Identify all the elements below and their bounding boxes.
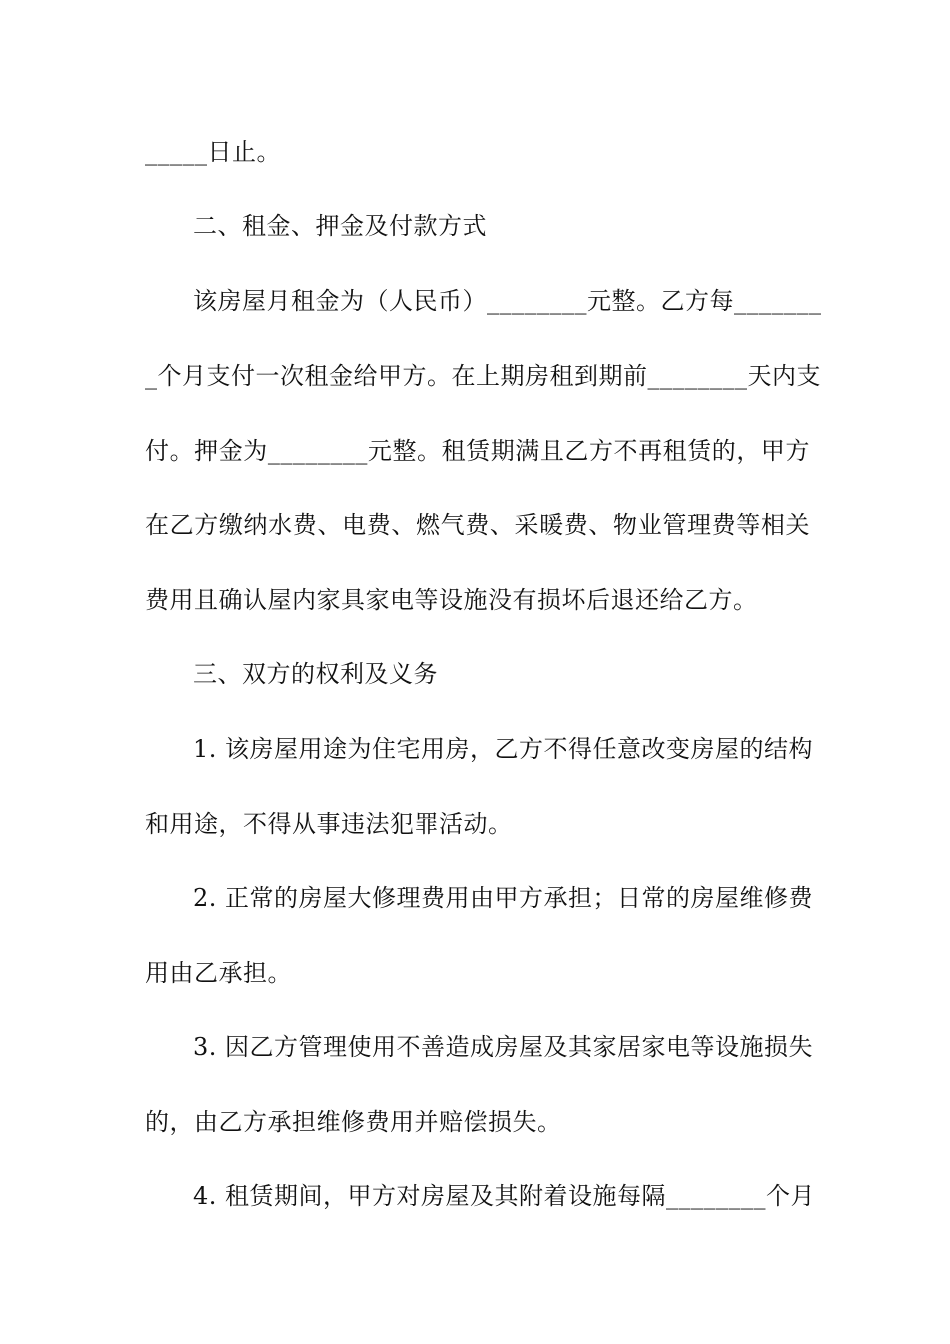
clause-2-line-2: 用由乙承担。 <box>145 959 292 987</box>
section-heading-rights-obligations: 三、双方的权利及义务 <box>193 660 438 688</box>
paragraph-rent-line-3: 付。押金为________元整。租赁期满且乙方不再租赁的，甲方 <box>145 437 810 465</box>
paragraph-rent-line-2: _个月支付一次租金给甲方。在上期房租到期前________天内支 <box>145 362 821 390</box>
clause-4-line-1: 4. 租赁期间，甲方对房屋及其附着设施每隔________个月 <box>193 1182 816 1210</box>
paragraph-rent-line-4: 在乙方缴纳水费、电费、燃气费、采暖费、物业管理费等相关 <box>145 511 810 539</box>
clause-3-line-1: 3. 因乙方管理使用不善造成房屋及其家居家电等设施损失 <box>193 1033 814 1061</box>
clause-2-line-1: 2. 正常的房屋大修理费用由甲方承担；日常的房屋维修费 <box>193 884 814 912</box>
section-heading-rent-deposit: 二、租金、押金及付款方式 <box>193 212 487 240</box>
paragraph-rent-line-5: 费用且确认屋内家具家电等设施没有损坏后退还给乙方。 <box>145 586 758 614</box>
clause-3-line-2: 的，由乙方承担维修费用并赔偿损失。 <box>145 1108 562 1136</box>
clause-1-line-2: 和用途，不得从事违法犯罪活动。 <box>145 810 513 838</box>
clause-1-line-1: 1. 该房屋用途为住宅用房，乙方不得任意改变房屋的结构 <box>193 735 814 763</box>
text-line-date-end: _____日止。 <box>145 138 281 166</box>
paragraph-rent-line-1: 该房屋月租金为（人民币）________元整。乙方每_______ <box>193 287 822 315</box>
